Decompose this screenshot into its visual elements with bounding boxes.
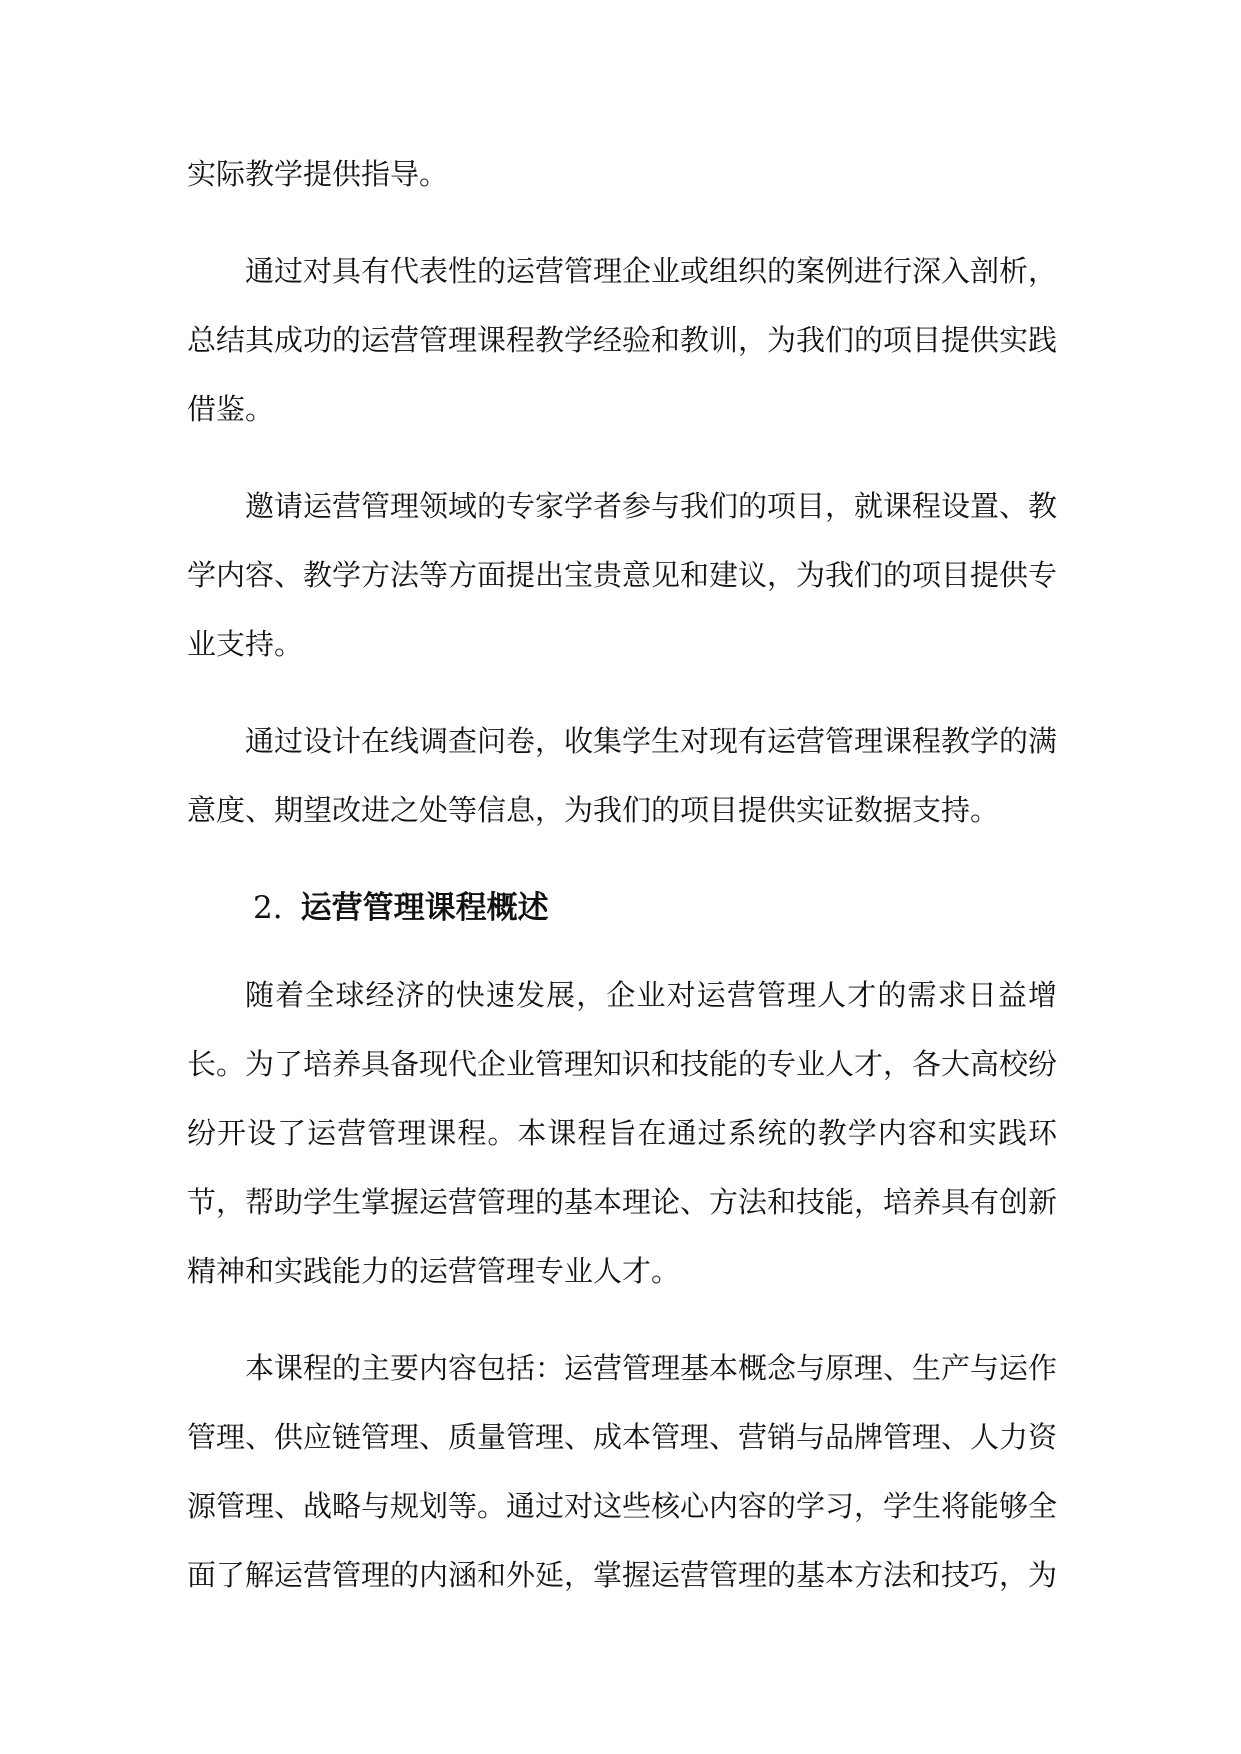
paragraph-continuation: 实际教学提供指导。 [187, 157, 449, 191]
paragraph-survey: 通过设计在线调查问卷，收集学生对现有运营管理课程教学的满意度、期望改进之处等信息，为我们的项目提供实证数据支持。 [187, 724, 1058, 827]
section-heading [253, 883, 1057, 933]
document-body [187, 148, 1057, 1638]
section-number: 2. [253, 890, 283, 926]
paragraph-course-background: 随着全球经济的快速发展，企业对运营管理人才的需求日益增长。为了培养具备现代企业管理知识和技能的专业人才，各大高校纷纷开设了运营管理课程。本课程旨在通过系统的教学内容和实践环节，帮助学生掌握运营管理的基本理论、方法和技能，培养具有创新精神和实践能力的运营管理专业人才。 [187, 978, 1058, 1288]
paragraph-expert-invitation: 邀请运营管理领域的专家学者参与我们的项目，就课程设置、教学内容、教学方法等方面提出宝贵意见和建议，为我们的项目提供专业支持。 [187, 489, 1058, 661]
section-title: 运营管理课程概述 [300, 890, 549, 926]
paragraph-case-analysis: 通过对具有代表性的运营管理企业或组织的案例进行深入剖析，总结其成功的运营管理课程教学经验和教训，为我们的项目提供实践借鉴。 [187, 254, 1058, 426]
paragraph-course-content: 本课程的主要内容包括：运营管理基本概念与原理、生产与运作管理、供应链管理、质量管理、成本管理、营销与品牌管理、人力资源管理、战略与规划等。通过对这些核心内容的学习，学生将能够全面了解运营管理的内涵和外延，掌握运营管理的基本方法和技巧，为 [187, 1351, 1058, 1592]
